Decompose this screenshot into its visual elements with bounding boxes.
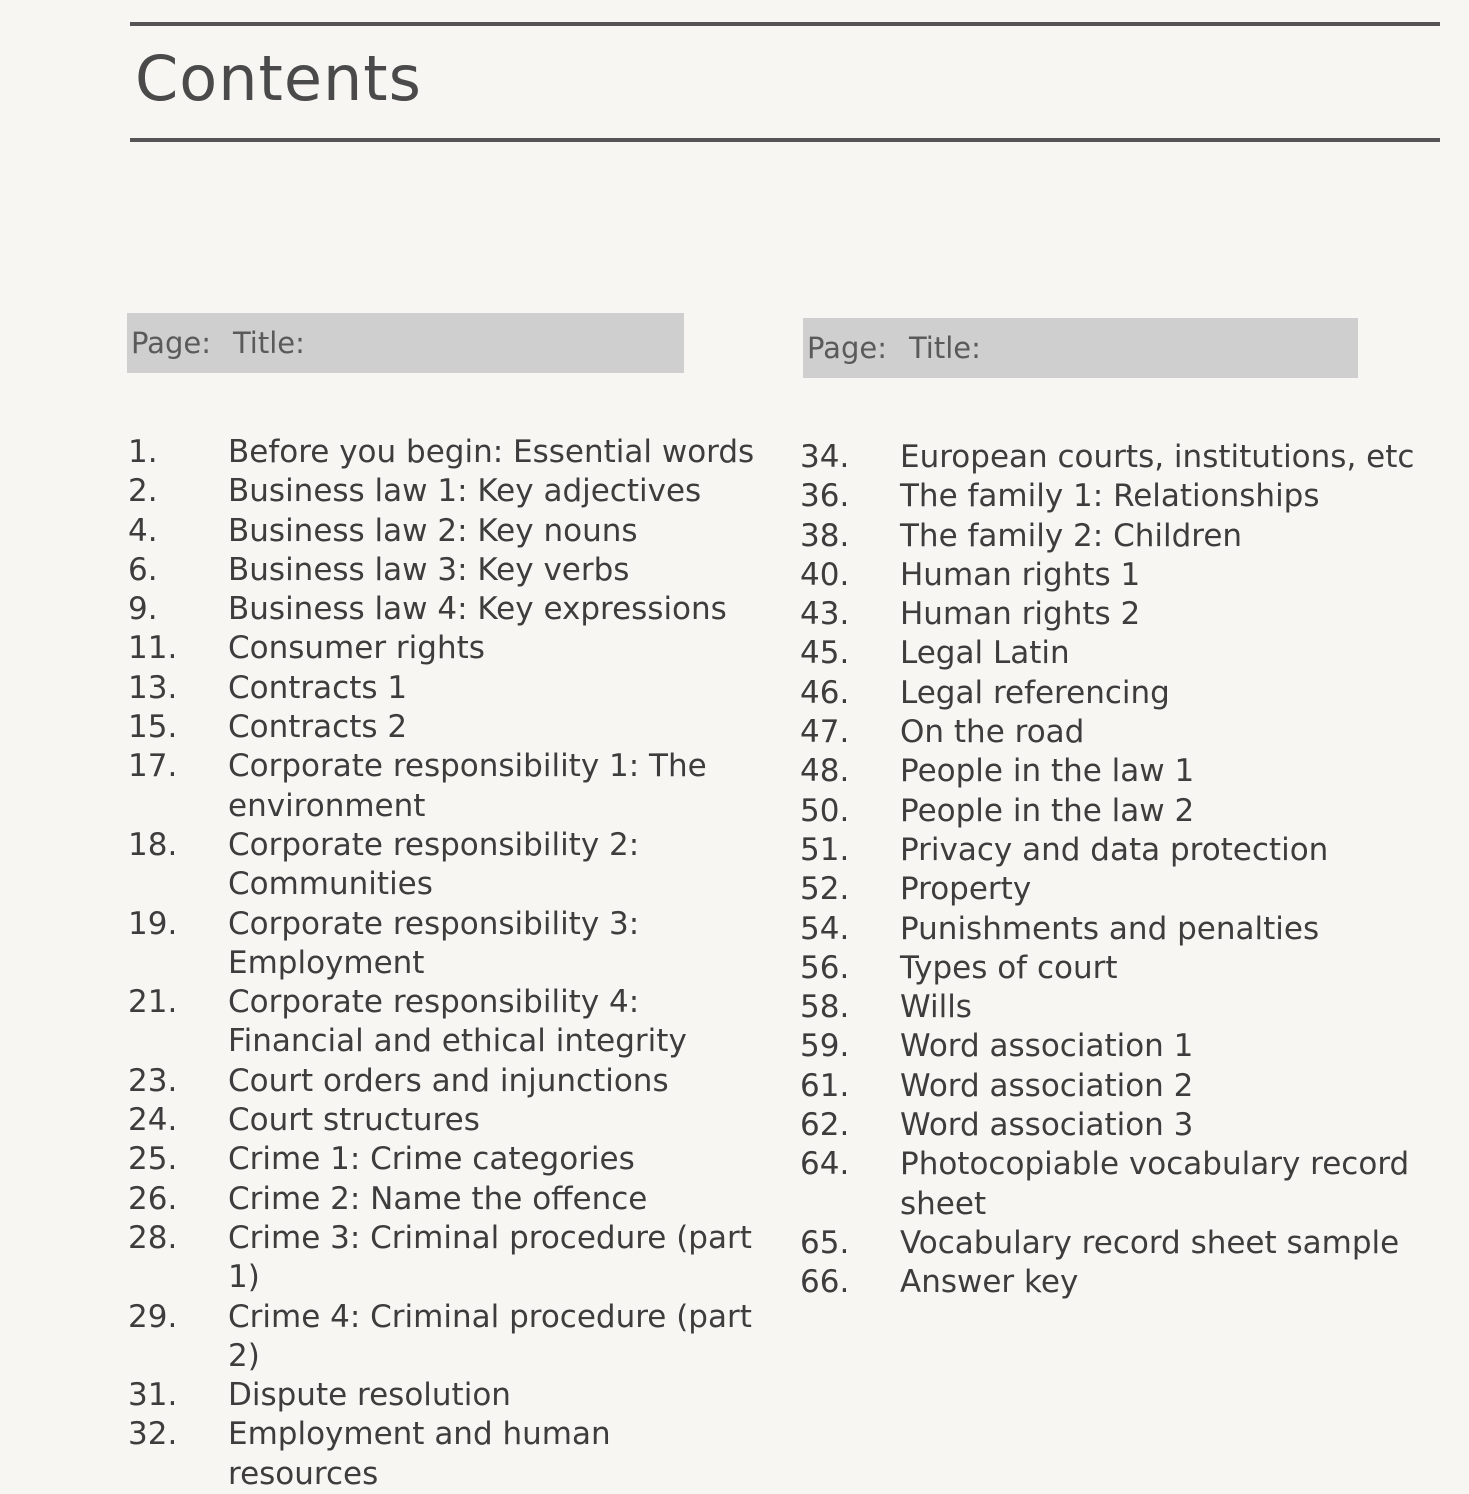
entry-title: Court orders and injunctions <box>228 1062 669 1099</box>
entry-title: Employment and human resources <box>228 1416 611 1492</box>
entry-title: Word association 2 <box>900 1067 1194 1104</box>
entry-title: Dispute resolution <box>228 1377 511 1414</box>
entry-page-number: 65. <box>800 1224 850 1261</box>
entry-page-number: 52. <box>800 871 850 908</box>
entry-page-number: 51. <box>800 831 850 868</box>
contents-entry <box>128 1101 768 1140</box>
contents-entry <box>800 1145 1420 1224</box>
contents-entry <box>800 988 1420 1027</box>
contents-entry <box>800 792 1420 831</box>
contents-entry <box>800 752 1420 791</box>
contents-entry <box>800 713 1420 752</box>
contents-entry <box>128 708 768 747</box>
entry-title: Consumer rights <box>228 630 485 667</box>
entry-title: Word association 3 <box>900 1107 1194 1144</box>
entry-title: European courts, institutions, etc <box>900 439 1415 475</box>
contents-entry <box>128 1180 768 1219</box>
entry-title: Legal Latin <box>900 635 1070 672</box>
entry-title: Answer key <box>900 1264 1079 1301</box>
contents-entry <box>800 910 1420 949</box>
contents-entry <box>800 1263 1420 1302</box>
entry-title: The family 2: Children <box>900 517 1243 554</box>
contents-entry <box>128 590 768 629</box>
entry-title: Property <box>900 871 1032 908</box>
contents-entry <box>128 1062 768 1101</box>
entry-title: Contracts 2 <box>228 709 408 746</box>
page-title: Contents <box>135 42 422 115</box>
entry-page-number: 43. <box>800 596 850 633</box>
entry-page-number: 26. <box>128 1180 178 1217</box>
contents-entry <box>800 517 1420 556</box>
right-column-header <box>803 318 1358 378</box>
contents-entry <box>128 1376 768 1415</box>
entry-page-number: 58. <box>800 989 850 1026</box>
entry-page-number: 23. <box>128 1062 178 1099</box>
entry-title: Crime 1: Crime categories <box>228 1141 635 1178</box>
contents-entry <box>800 1224 1420 1263</box>
contents-entry <box>800 831 1420 870</box>
entry-title: Human rights 1 <box>900 556 1141 593</box>
entry-page-number: 6. <box>128 551 158 588</box>
entry-page-number: 62. <box>800 1107 850 1144</box>
entry-page-number: 19. <box>128 905 178 942</box>
entry-page-number: 40. <box>800 556 850 593</box>
entry-page-number: 28. <box>128 1219 178 1256</box>
entry-title: Corporate responsibility 3: Employment <box>228 905 640 981</box>
contents-entry <box>800 1027 1420 1066</box>
contents-entry <box>800 870 1420 909</box>
page-column-label: Page: <box>807 331 887 365</box>
contents-entry <box>800 438 1420 477</box>
left-contents-list <box>128 433 768 1494</box>
contents-entry <box>800 477 1420 516</box>
entry-title: Legal referencing <box>900 674 1170 711</box>
contents-entry <box>800 949 1420 988</box>
top-rule <box>130 22 1440 26</box>
entry-page-number: 50. <box>800 792 850 829</box>
entry-page-number: 66. <box>800 1264 850 1301</box>
contents-entry <box>128 747 768 826</box>
contents-entry <box>800 556 1420 595</box>
contents-entry <box>128 629 768 668</box>
entry-title: Business law 2: Key nouns <box>228 512 638 549</box>
contents-entry <box>128 669 768 708</box>
entry-title: Business law 3: Key verbs <box>228 551 630 588</box>
entry-page-number: 2. <box>128 473 158 510</box>
entry-page-number: 15. <box>128 709 178 746</box>
entry-title: Court structures <box>228 1102 480 1139</box>
entry-title: Corporate responsibility 2: Communities <box>228 826 640 903</box>
contents-entry <box>128 1298 768 1377</box>
entry-title: Business law 4: Key expressions <box>228 591 727 628</box>
entry-page-number: 4. <box>128 512 158 549</box>
entry-page-number: 31. <box>128 1377 178 1414</box>
entry-title: Word association 1 <box>900 1028 1194 1065</box>
contents-entry <box>128 1415 768 1494</box>
entry-title: Privacy and data protection <box>900 831 1329 868</box>
contents-entry <box>128 433 768 472</box>
entry-page-number: 1. <box>128 434 158 470</box>
entry-title: People in the law 2 <box>900 792 1195 829</box>
contents-entry <box>128 472 768 511</box>
contents-entry <box>128 512 768 551</box>
entry-title: Vocabulary record sheet sample <box>900 1224 1400 1261</box>
entry-page-number: 54. <box>800 910 850 947</box>
entry-title: Crime 3: Criminal procedure (part 1) <box>228 1219 752 1296</box>
contents-entry <box>128 1219 768 1298</box>
entry-title: Corporate responsibility 4: Financial and ethical integrity <box>228 984 687 1060</box>
entry-title: Photocopiable vocabulary record sheet <box>900 1146 1410 1222</box>
contents-entry <box>128 905 768 984</box>
contents-entry <box>128 1140 768 1179</box>
entry-page-number: 47. <box>800 714 850 751</box>
entry-page-number: 17. <box>128 748 178 785</box>
left-column-header <box>127 313 684 373</box>
entry-title: On the road <box>900 714 1085 751</box>
entry-page-number: 21. <box>128 984 178 1021</box>
entry-page-number: 18. <box>128 826 178 863</box>
entry-title: Before you begin: Essential words <box>228 434 755 470</box>
contents-entry <box>128 983 768 1062</box>
entry-title: The family 1: Relationships <box>900 478 1320 515</box>
entry-page-number: 13. <box>128 669 178 706</box>
entry-page-number: 61. <box>800 1067 850 1104</box>
entry-page-number: 48. <box>800 753 850 790</box>
entry-page-number: 11. <box>128 630 178 667</box>
entry-title: Contracts 1 <box>228 669 408 706</box>
contents-entry <box>800 674 1420 713</box>
contents-entry <box>800 595 1420 634</box>
entry-title: Crime 4: Criminal procedure (part 2) <box>228 1298 752 1374</box>
entry-page-number: 56. <box>800 949 850 986</box>
entry-page-number: 9. <box>128 591 158 628</box>
entry-page-number: 29. <box>128 1298 178 1335</box>
right-contents-list <box>800 438 1420 1303</box>
contents-entry <box>800 1106 1420 1145</box>
entry-page-number: 34. <box>800 439 850 475</box>
entry-page-number: 45. <box>800 635 850 672</box>
contents-entry <box>800 1067 1420 1106</box>
entry-title: People in the law 1 <box>900 753 1195 790</box>
contents-entry <box>128 551 768 590</box>
contents-entry <box>128 826 768 905</box>
entry-page-number: 59. <box>800 1028 850 1065</box>
contents-entry <box>800 634 1420 673</box>
title-column-label: Title: <box>232 326 305 360</box>
title-underline-rule <box>130 138 1440 142</box>
entry-title: Wills <box>900 989 972 1026</box>
entry-title: Crime 2: Name the offence <box>228 1180 648 1217</box>
entry-title: Corporate responsibility 1: The environment <box>228 748 707 824</box>
entry-title: Types of court <box>900 949 1118 986</box>
entry-title: Business law 1: Key adjectives <box>228 473 702 510</box>
entry-page-number: 32. <box>128 1416 178 1453</box>
entry-page-number: 36. <box>800 478 850 515</box>
entry-page-number: 46. <box>800 674 850 711</box>
title-column-label: Title: <box>908 331 981 365</box>
entry-title: Human rights 2 <box>900 596 1141 633</box>
entry-title: Punishments and penalties <box>900 910 1320 947</box>
entry-page-number: 25. <box>128 1141 178 1178</box>
page-column-label: Page: <box>131 326 211 360</box>
entry-page-number: 38. <box>800 517 850 554</box>
entry-page-number: 24. <box>128 1102 178 1139</box>
entry-page-number: 64. <box>800 1146 850 1183</box>
